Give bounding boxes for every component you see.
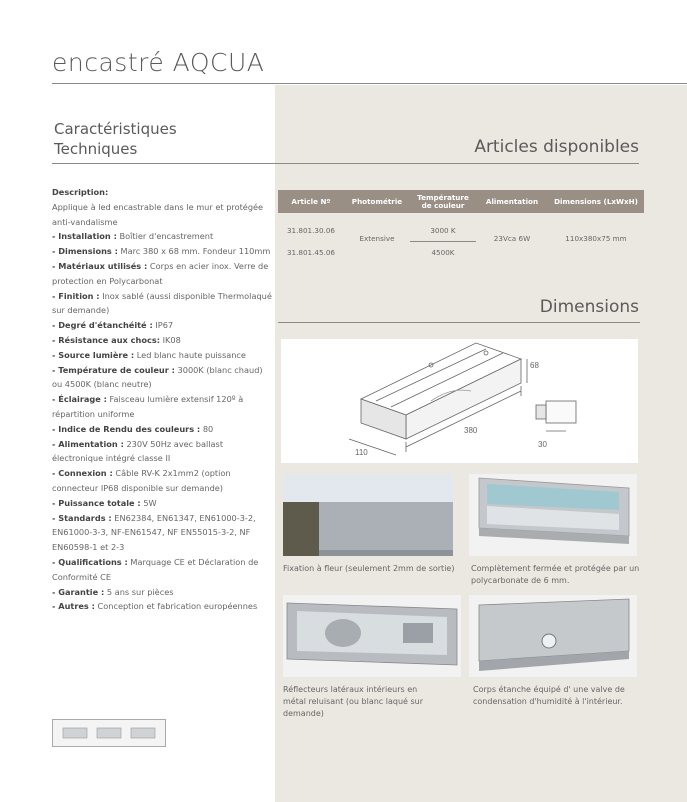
spec-item: - Résistance aux chocs: IK08 — [52, 334, 181, 345]
spec-item: - Dimensions : Marc 380 x 68 mm. Fondeur 110mm — [52, 246, 271, 257]
table-header-row — [278, 190, 644, 213]
dimension-drawing — [281, 339, 638, 463]
section-technical-heading — [54, 119, 177, 159]
articles-table — [278, 190, 644, 263]
spec-item: Applique à led encastrable dans le mur et protégée anti-vandalisme — [52, 201, 264, 227]
cell-dimensions: 110x380x75 mm — [565, 233, 627, 243]
section-technical-line1: Caractéristiques — [54, 120, 177, 138]
spec-item: - Qualifications : Marquage CE et Déclaration de Conformité CE — [52, 556, 259, 582]
col-temperature: Température de couleur — [410, 190, 476, 213]
spec-item: - Degré d'étanchéité : IP67 — [52, 320, 174, 331]
spec-item: - Standards : EN62384, EN61347, EN61000-3-2, EN61000-3-3, NF-EN61547, NF EN55015-3-2, NF EN60598-1 et 2-3 — [52, 512, 256, 553]
photo-reflectors — [283, 595, 461, 677]
photo-valve-image — [469, 595, 637, 677]
caption-flush-mount: Fixation à fleur (seulement 2mm de sortie) — [283, 564, 455, 573]
spec-item: - Finition : Inox sablé (aussi disponible Thermolaqué sur demande) — [52, 290, 272, 316]
spec-item: - Indice de Rendu des couleurs : 80 — [52, 423, 214, 434]
cell-temp: 3000 K — [410, 213, 476, 242]
caption-polycarbonate: Complètement fermée et protégée par un polycarbonate de 6 mm. — [471, 564, 640, 585]
cell-article: 31.801.30.06 — [286, 226, 335, 236]
dim-label-68: 68 — [530, 361, 539, 370]
spec-item: - Éclairage : Faisceau lumière extensif 120º à répartition uniforme — [52, 394, 244, 419]
spec-item: - Puissance totale : 5W — [52, 497, 157, 508]
caption-valve: Corps étanche équipé d' une valve de condensation d'humidité à l'intérieur. — [473, 685, 625, 706]
photo-polycarbonate-image — [469, 474, 637, 556]
spec-item: - Température de couleur : 3000K (blanc chaud) ou 4500K (blanc neutre) — [52, 364, 263, 390]
col-photometrie: Photométrie — [344, 190, 410, 213]
cell-temp: 4500K — [431, 248, 455, 257]
section-technical-line2: Techniques — [54, 140, 138, 158]
dimensions-rule — [278, 322, 640, 323]
dim-label-30: 30 — [538, 440, 547, 449]
title-rule — [52, 83, 687, 84]
col-article: Article Nº — [278, 190, 344, 213]
spec-item: - Autres : Conception et fabrication européennes — [52, 601, 258, 612]
spec-item: - Alimentation : 230V 50Hz avec ballast électronique intégré classe II — [52, 438, 224, 464]
photo-flush-mount — [283, 474, 453, 556]
col-dimensions: Dimensions (LxWxH) — [548, 190, 644, 213]
dim-label-380: 380 — [464, 426, 478, 435]
dim-label-110: 110 — [355, 448, 368, 457]
photo-reflectors-image — [283, 595, 461, 677]
photo-valve — [469, 595, 637, 677]
spec-item: - Matériaux utilisés : Corps en acier inox. Verre de protection en Polycarbonat — [52, 260, 269, 286]
spec-item: - Source lumière : Led blanc haute puissance — [52, 349, 246, 360]
page-title: encastré AQCUA — [52, 48, 265, 77]
product-thumbnail-image — [53, 720, 165, 746]
spec-item: - Connexion : Câble RV-K 2x1mm2 (option connecteur IP68 disponible sur demande) — [52, 468, 231, 493]
spec-item: - Garantie : 5 ans sur pièces — [52, 586, 174, 597]
cell-article: 31.801.45.06 — [286, 247, 335, 257]
spec-item: Description: — [52, 187, 109, 197]
product-thumbnail — [52, 719, 166, 747]
section-articles-heading: Articles disponibles — [474, 137, 639, 157]
table-row — [278, 213, 644, 242]
col-alimentation: Alimentation — [476, 190, 548, 213]
photo-flush-mount-image — [283, 474, 453, 556]
photo-polycarbonate — [469, 474, 637, 556]
spec-list — [52, 185, 272, 614]
cell-alimentation: 23Vca 6W — [493, 233, 531, 243]
dimension-drawing-svg — [281, 339, 638, 463]
caption-reflectors: Réflecteurs latéraux intérieurs en métal reluisant (ou blanc laqué sur demande) — [283, 685, 423, 718]
section-dimensions-heading: Dimensions — [539, 297, 639, 317]
spec-item: - Installation : Boîtier d'encastrement — [52, 231, 214, 242]
cell-photometrie: Extensive — [359, 233, 395, 243]
section-rule — [52, 163, 639, 164]
